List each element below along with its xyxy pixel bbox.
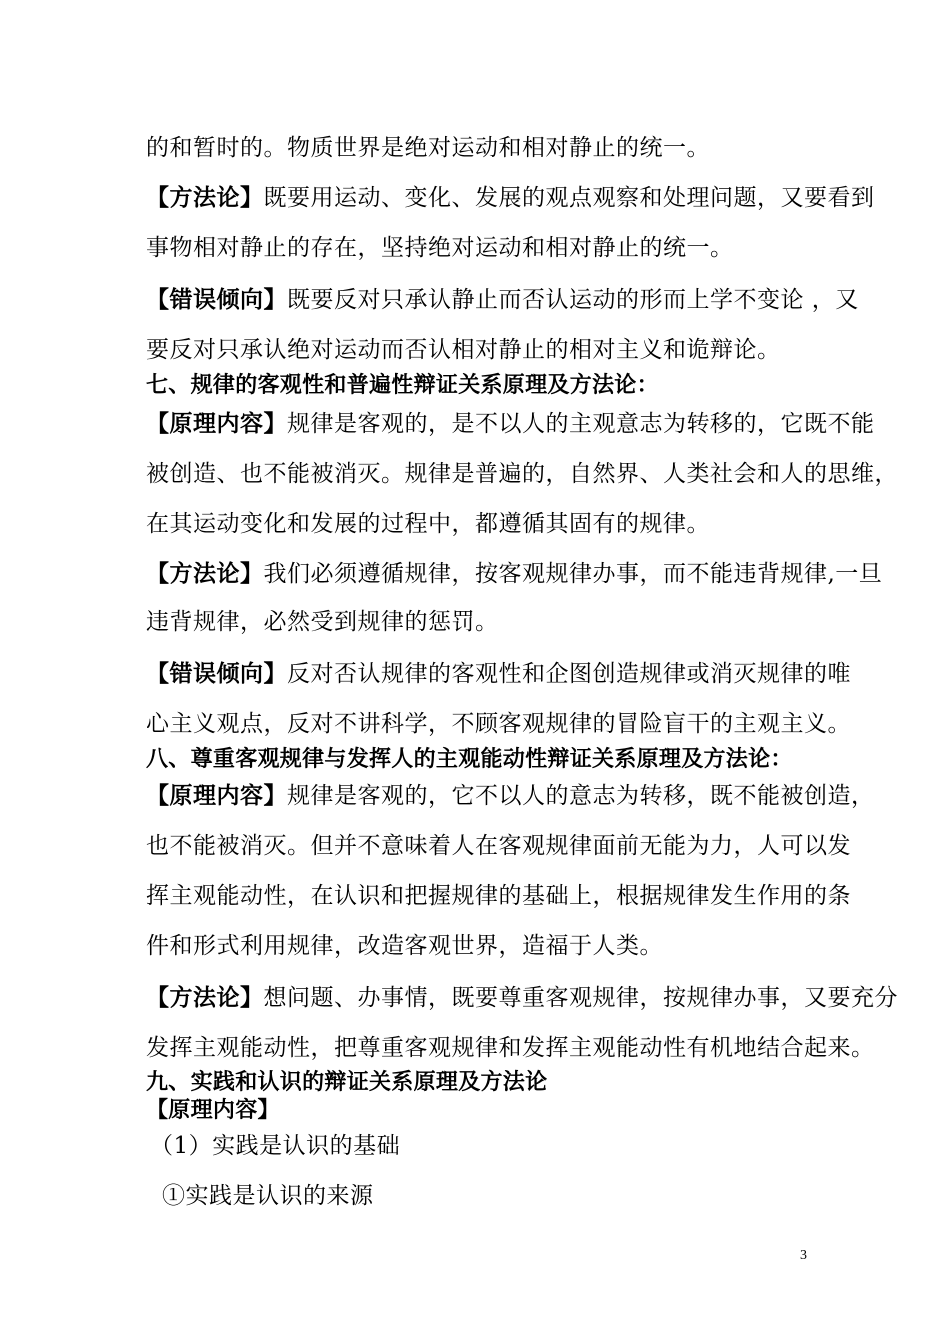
section-heading: 【原理内容】: [146, 1098, 280, 1123]
body-line: 【方法论】我们必须遵循规律，按客观规律办事，而不能违背规律,一旦: [146, 561, 883, 587]
body-line: 【原理内容】规律是客观的，是不以人的主观意志为转移的，它既不能: [146, 411, 875, 437]
section-tag: 【原理内容】: [146, 411, 287, 437]
section-tag: 【原理内容】: [146, 783, 287, 809]
section-heading: 九、实践和认识的辩证关系原理及方法论: [146, 1070, 548, 1095]
section-heading: 八、尊重客观规律与发挥人的主观能动性辩证关系原理及方法论：: [146, 747, 793, 772]
body-line: 心主义观点，反对不讲科学，不顾客观规律的冒险盲干的主观主义。: [146, 711, 851, 737]
body-line: ①实践是认识的来源: [162, 1183, 374, 1209]
body-line: 在其运动变化和发展的过程中，都遵循其固有的规律。: [146, 511, 710, 537]
body-line: 【方法论】想问题、办事情，既要尊重客观规律，按规律办事，又要充分: [146, 985, 898, 1011]
body-line: 发挥主观能动性，把尊重客观规律和发挥主观能动性有机地结合起来。: [146, 1035, 875, 1061]
section-tag: 【方法论】: [146, 985, 264, 1011]
body-line: 也不能被消灭。但并不意味着人在客观规律面前无能为力，人可以发: [146, 833, 851, 859]
section-tag: 【错误倾向】: [146, 661, 287, 687]
section-heading: 七、规律的客观性和普遍性辩证关系原理及方法论：: [146, 373, 659, 398]
body-line: 挥主观能动性，在认识和把握规律的基础上，根据规律发生作用的条: [146, 883, 851, 909]
body-line: （1）实践是认识的基础: [150, 1133, 401, 1159]
body-line: 【错误倾向】反对否认规律的客观性和企图创造规律或消灭规律的唯: [146, 661, 851, 687]
body-line: 【方法论】既要用运动、变化、发展的观点观察和处理问题，又要看到: [146, 185, 875, 211]
body-line: 【原理内容】规律是客观的，它不以人的意志为转移，既不能被创造，: [146, 783, 875, 809]
body-line: 件和形式利用规律，改造客观世界，造福于人类。: [146, 933, 663, 959]
body-line: 被创造、也不能被消灭。规律是普遍的，自然界、人类社会和人的思维，: [146, 461, 898, 487]
page-number: 3: [800, 1248, 807, 1263]
section-tag: 【错误倾向】: [146, 287, 287, 313]
body-line: 事物相对静止的存在，坚持绝对运动和相对静止的统一。: [146, 235, 734, 261]
body-line: 违背规律，必然受到规律的惩罚。: [146, 609, 499, 635]
body-line: 要反对只承认绝对运动而否认相对静止的相对主义和诡辩论。: [146, 337, 781, 363]
section-tag: 【方法论】: [146, 185, 264, 211]
section-tag: 【方法论】: [146, 561, 264, 587]
body-line: 【错误倾向】既要反对只承认静止而否认运动的形而上学不变论 ，又: [146, 287, 859, 313]
body-line: 的和暂时的。物质世界是绝对运动和相对静止的统一。: [146, 135, 710, 161]
